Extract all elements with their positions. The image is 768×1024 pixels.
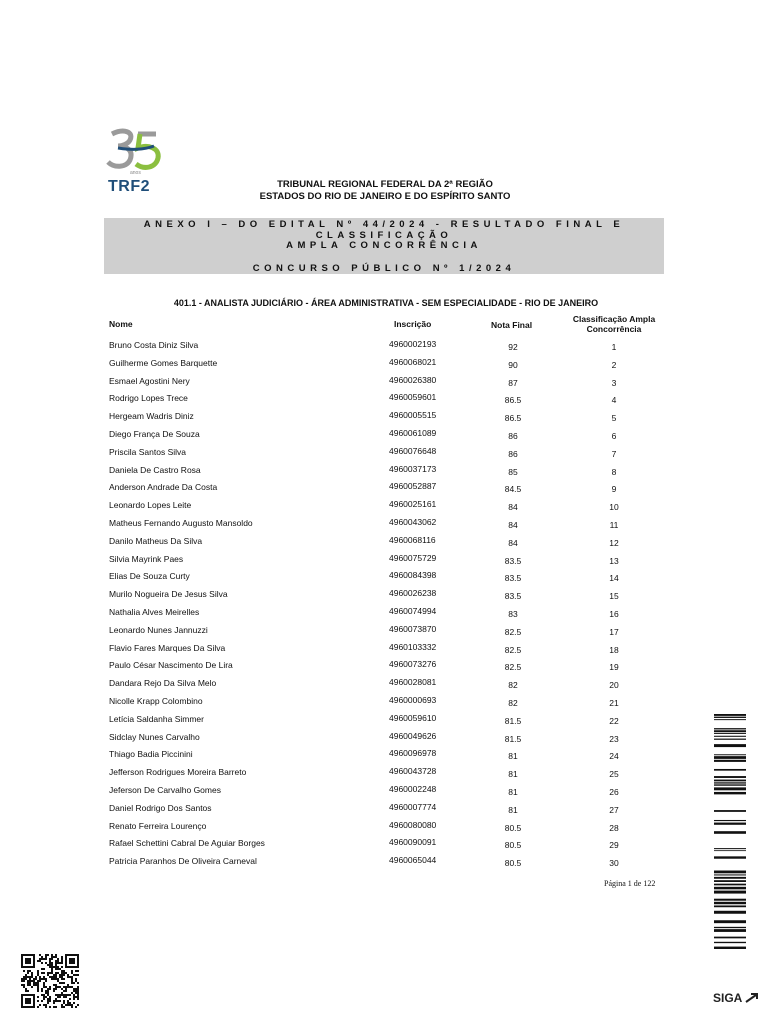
row-inscricao: 4960074994 [389, 605, 437, 616]
row-inscricao: 4960073870 [389, 623, 437, 634]
banner-line-1: ANEXO I – DO EDITAL Nº 44/2024 - RESULTADO FINAL E [143, 219, 625, 230]
row-classificacao: 16 [609, 608, 619, 619]
row-nome: Jeferson De Carvalho Gomes [109, 784, 221, 795]
table-row [0, 712, 768, 730]
row-nota: 90 [508, 359, 518, 370]
row-classificacao: 29 [609, 840, 619, 851]
banner-line-2: CLASSIFICAÇÃO [315, 229, 453, 241]
row-nome: Flavio Fares Marques Da Silva [109, 642, 226, 653]
row-nota: 83.5 [504, 555, 522, 566]
row-classificacao: 26 [609, 786, 619, 797]
row-classificacao: 15 [609, 591, 619, 602]
row-classificacao: 17 [609, 626, 619, 637]
row-inscricao: 4960049626 [389, 730, 437, 741]
results-table [0, 338, 768, 872]
table-row [0, 338, 768, 356]
table-row [0, 765, 768, 783]
row-classificacao: 8 [611, 466, 617, 477]
row-classificacao: 24 [609, 751, 619, 762]
row-inscricao: 4960065044 [389, 855, 437, 866]
row-nota: 84 [508, 502, 518, 513]
row-classificacao: 25 [609, 769, 619, 780]
table-row [0, 356, 768, 374]
row-inscricao: 4960002193 [389, 339, 437, 349]
row-inscricao: 4960005515 [389, 410, 437, 421]
row-inscricao: 4960061089 [389, 427, 437, 438]
table-row [0, 854, 768, 872]
table-row [0, 623, 768, 641]
row-classificacao: 30 [609, 858, 619, 869]
table-row [0, 747, 768, 765]
row-classificacao: 10 [609, 502, 619, 513]
table-row [0, 783, 768, 801]
header-nota-final: Nota Final [491, 320, 533, 330]
row-nome: Murilo Nogueira De Jesus Silva [109, 589, 228, 600]
trf2-logo [104, 128, 168, 198]
siga-arrow-icon [745, 993, 759, 1003]
row-nome: Thiago Badia Piccinini [109, 749, 193, 760]
table-row [0, 516, 768, 534]
row-nome: Renato Ferreira Lourenço [109, 820, 207, 831]
banner-line-3: AMPLA CONCORRÊNCIA [286, 240, 482, 251]
table-row [0, 605, 768, 623]
row-classificacao: 18 [609, 644, 619, 655]
row-nome: Anderson Andrade Da Costa [109, 482, 218, 493]
row-nota: 84 [508, 519, 518, 530]
table-row [0, 819, 768, 837]
row-nome: Silvia Mayrink Paes [109, 553, 184, 564]
row-nome: Nathalia Alves Meirelles [109, 606, 200, 617]
table-header [0, 314, 768, 336]
row-classificacao: 4 [611, 395, 617, 406]
row-nota: 85 [508, 466, 518, 477]
table-row [0, 409, 768, 427]
row-inscricao: 4960103332 [389, 641, 437, 652]
row-classificacao: 9 [611, 484, 617, 495]
row-nota: 80.5 [504, 822, 522, 833]
row-classificacao: 2 [611, 359, 617, 370]
row-nome: Jefferson Rodrigues Moreira Barreto [109, 767, 247, 778]
table-row [0, 480, 768, 498]
row-inscricao: 4960002248 [389, 783, 437, 794]
court-name: TRIBUNAL REGIONAL FEDERAL DA 2ª REGIÃO [277, 179, 493, 190]
row-inscricao: 4960068021 [389, 356, 437, 367]
table-row [0, 641, 768, 659]
row-nome: Elias De Souza Curty [109, 571, 190, 582]
row-nota: 81 [508, 751, 518, 762]
row-nota: 83.5 [504, 573, 522, 584]
row-inscricao: 4960037173 [389, 463, 437, 474]
trf2-logo-text: TRF2 [108, 178, 150, 195]
edital-banner [104, 218, 664, 274]
row-nota: 81.5 [504, 733, 522, 744]
row-classificacao: 1 [611, 342, 617, 352]
row-classificacao: 14 [609, 573, 619, 584]
row-nota: 83 [508, 608, 518, 619]
row-inscricao: 4960084398 [389, 570, 437, 581]
table-row [0, 498, 768, 516]
table-row [0, 730, 768, 748]
siga-text: SIGA [713, 991, 742, 1005]
header-classificacao: Classificação Ampla Concorrência [572, 314, 656, 334]
row-nota: 81 [508, 786, 518, 797]
row-inscricao: 4960080080 [389, 819, 437, 830]
header-nome: Nome [109, 319, 133, 329]
row-inscricao: 4960059601 [389, 392, 437, 403]
table-row [0, 694, 768, 712]
court-header [230, 179, 540, 203]
row-nome: Rafael Schettini Cabral De Aguiar Borges [109, 838, 265, 849]
table-row [0, 534, 768, 552]
table-row [0, 801, 768, 819]
row-inscricao: 4960052887 [389, 481, 437, 492]
court-states: ESTADOS DO RIO DE JANEIRO E DO ESPÍRITO SANTO [259, 191, 511, 202]
row-inscricao: 4960068116 [389, 534, 436, 545]
row-nome: Daniela De Castro Rosa [109, 464, 201, 475]
table-row [0, 463, 768, 481]
table-row [0, 374, 768, 392]
row-classificacao: 21 [609, 697, 619, 708]
table-row [0, 552, 768, 570]
table-row [0, 658, 768, 676]
table-row [0, 427, 768, 445]
row-nome: Paulo César Nascimento De Lira [109, 660, 233, 671]
row-nome: Patricia Paranhos De Oliveira Carneval [109, 856, 257, 867]
row-nome: Diego França De Souza [109, 428, 200, 439]
svg-text:anos: anos [130, 170, 141, 176]
row-nome: Leonardo Nunes Jannuzzi [109, 624, 208, 635]
table-row [0, 676, 768, 694]
row-nome: Leonardo Lopes Leite [109, 500, 192, 511]
table-row [0, 445, 768, 463]
row-nome: Esmael Agostini Nery [109, 375, 190, 386]
row-inscricao: 4960096978 [389, 748, 437, 759]
row-classificacao: 11 [609, 519, 619, 530]
row-nome: Nicolle Krapp Colombino [109, 695, 203, 706]
row-inscricao: 4960075729 [389, 552, 437, 563]
row-inscricao: 4960028081 [389, 677, 437, 688]
row-nota: 86.5 [504, 413, 522, 424]
row-inscricao: 4960043728 [389, 766, 437, 777]
row-nota: 81 [508, 769, 518, 780]
position-title: 401.1 - ANALISTA JUDICIÁRIO - ÁREA ADMINISTRATIVA - SEM ESPECIALIDADE - RIO DE JANEIRO [173, 298, 599, 308]
row-nota: 81.5 [504, 715, 522, 726]
row-nome: Danilo Matheus Da Silva [109, 535, 203, 546]
header-inscricao: Inscrição [394, 319, 432, 329]
row-classificacao: 13 [609, 555, 619, 566]
row-nome: Guilherme Gomes Barquette [109, 357, 218, 368]
row-classificacao: 19 [609, 662, 619, 673]
siga-logo [713, 991, 759, 1005]
qr-code-icon [21, 954, 79, 1008]
table-row [0, 587, 768, 605]
row-inscricao: 4960076648 [389, 445, 437, 456]
row-classificacao: 20 [609, 680, 619, 691]
row-nota: 82.5 [504, 626, 522, 637]
row-inscricao: 4960073276 [389, 659, 437, 670]
row-inscricao: 4960000693 [389, 694, 437, 705]
row-nota: 82.5 [504, 662, 522, 673]
row-nome: Matheus Fernando Augusto Mansoldo [109, 517, 253, 528]
row-nota: 82 [508, 697, 518, 708]
row-classificacao: 6 [611, 430, 617, 441]
row-inscricao: 4960059610 [389, 712, 437, 723]
row-nota: 81 [508, 804, 518, 815]
row-nome: Hergeam Wadris Diniz [109, 411, 194, 422]
page-number: Página 1 de 122 [604, 879, 656, 888]
row-nome: Dandara Rejo Da Silva Melo [109, 678, 217, 689]
row-inscricao: 4960043062 [389, 516, 437, 527]
row-nome: Daniel Rodrigo Dos Santos [109, 802, 212, 813]
row-inscricao: 4960025161 [389, 499, 437, 510]
barcode-icon [714, 714, 746, 954]
row-nome: Sidclay Nunes Carvalho [109, 731, 200, 742]
row-inscricao: 4960026238 [389, 588, 437, 599]
row-inscricao: 4960090091 [389, 837, 437, 848]
row-nome: Bruno Costa Diniz Silva [109, 340, 199, 350]
row-classificacao: 7 [611, 448, 617, 459]
row-classificacao: 12 [609, 537, 619, 548]
row-nota: 82 [508, 680, 518, 691]
row-classificacao: 23 [609, 733, 619, 744]
row-nota: 86 [508, 430, 518, 441]
row-inscricao: 4960026380 [389, 374, 437, 385]
row-nota: 80.5 [504, 840, 522, 851]
row-nota: 84.5 [504, 484, 522, 495]
row-classificacao: 3 [611, 377, 617, 388]
row-nota: 82.5 [504, 644, 522, 655]
row-nota: 86.5 [504, 395, 522, 406]
row-nota: 92 [508, 342, 518, 352]
row-classificacao: 27 [609, 804, 619, 815]
banner-line-4: CONCURSO PÚBLICO Nº 1/2024 [252, 262, 516, 274]
table-row [0, 569, 768, 587]
row-nota: 80.5 [504, 858, 522, 869]
row-nota: 84 [508, 537, 518, 548]
row-classificacao: 5 [611, 413, 617, 424]
row-classificacao: 22 [609, 715, 619, 726]
table-row [0, 391, 768, 409]
row-nota: 86 [508, 448, 518, 459]
row-nome: Priscila Santos Silva [109, 446, 187, 457]
row-nota: 87 [508, 377, 518, 388]
row-nome: Letícia Saldanha Simmer [109, 713, 204, 724]
row-nota: 83.5 [504, 591, 522, 602]
table-row [0, 836, 768, 854]
row-inscricao: 4960007774 [389, 801, 437, 812]
row-nome: Rodrigo Lopes Trece [109, 393, 188, 404]
row-classificacao: 28 [609, 822, 619, 833]
anniversary-35-icon [104, 128, 168, 176]
